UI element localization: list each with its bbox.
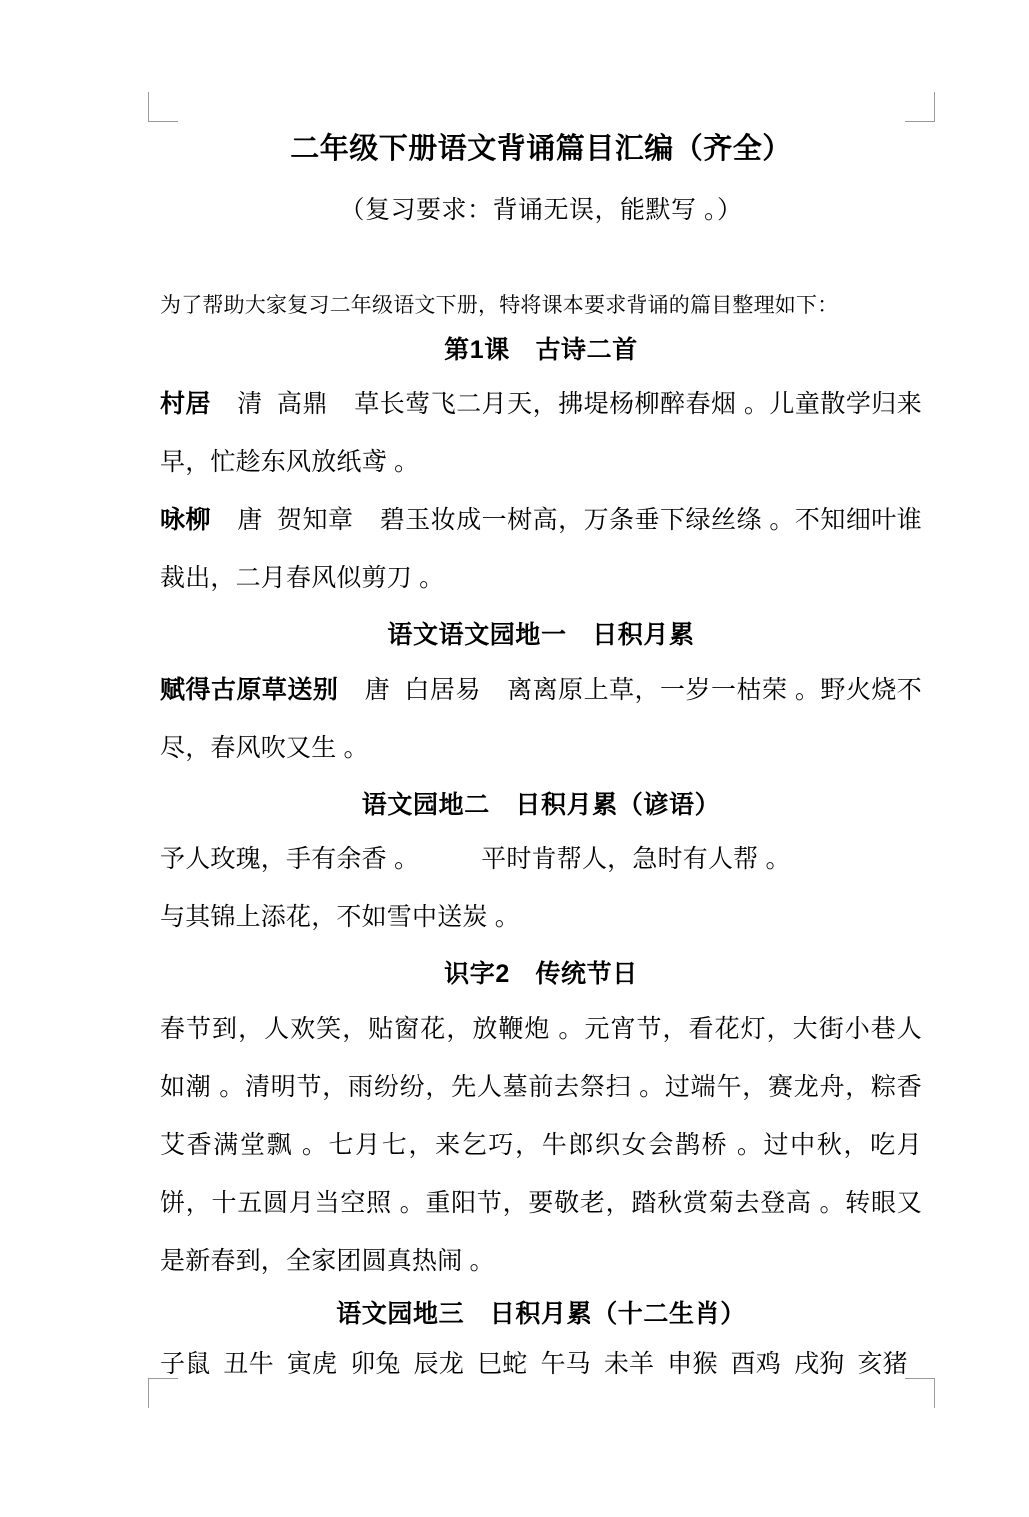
proverb-line xyxy=(160,830,922,888)
section-heading: 第1课 古诗二首 xyxy=(444,335,638,364)
section-heading: 语文园地三 日积月累（十二生肖） xyxy=(336,1299,746,1328)
poem-author: 贺知章 xyxy=(276,506,354,535)
section-heading: 语文语文园地一 日积月累 xyxy=(387,621,695,650)
section-yuwenyuandi-2 xyxy=(160,787,922,947)
section-lesson-1 xyxy=(160,332,922,608)
section-heading: 识字2 传统节日 xyxy=(444,960,638,989)
poem-dynasty: 唐 xyxy=(236,506,263,535)
document-subtitle: （复习要求：背诵无误，能默写 。） xyxy=(339,196,743,225)
poem-yongliu xyxy=(160,491,922,607)
poem-body: 碧玉妆成一树高，万条垂下绿丝绦 。不知细叶谁裁出，二月春风似剪刀 。 xyxy=(160,506,922,593)
poem-title: 赋得古原草送别 xyxy=(160,675,339,704)
zodiac-item: 寅虎 xyxy=(286,1350,338,1379)
proverb-text-left: 与其锦上添花，不如雪中送炭 。 xyxy=(160,903,520,932)
zodiac-item: 戌狗 xyxy=(794,1350,845,1379)
poem-body: 草长莺飞二月天，拂堤杨柳醉春烟 。儿童散学归来早，忙趁东风放纸鸢 。 xyxy=(160,390,922,477)
poem-dynasty: 唐 xyxy=(364,675,391,704)
zodiac-item: 申猴 xyxy=(667,1350,718,1379)
zodiac-item: 未羊 xyxy=(603,1350,655,1379)
poem-dynasty: 清 xyxy=(236,390,263,419)
intro-paragraph: 为了帮助大家复习二年级语文下册，特将课本要求背诵的篇目整理如下： xyxy=(160,294,839,318)
zodiac-item: 午马 xyxy=(540,1350,591,1379)
zodiac-item: 巳蛇 xyxy=(477,1350,528,1379)
section-yuwenyuandi-3 xyxy=(160,1296,922,1390)
section-yuwenyuandi-1 xyxy=(160,617,922,777)
section-shizi-2 xyxy=(160,956,922,1290)
zodiac-item: 子鼠 xyxy=(160,1350,211,1379)
poem-fude-guyuancao-songbie xyxy=(160,661,922,777)
zodiac-item: 卯兔 xyxy=(350,1350,401,1379)
poem-title: 咏柳 xyxy=(160,506,211,535)
proverb-line xyxy=(160,888,922,946)
poem-author: 白居易 xyxy=(404,675,481,704)
zodiac-item: 丑牛 xyxy=(223,1350,274,1379)
zodiac-list xyxy=(160,1339,922,1389)
document-title: 二年级下册语文背诵篇目汇编（齐全） xyxy=(290,133,792,165)
zodiac-item: 亥猪 xyxy=(857,1350,908,1379)
proverb-text-left: 予人玫瑰，手有余香 。 xyxy=(160,845,420,874)
proverb-text-right: 平时肯帮人，急时有人帮 。 xyxy=(481,845,791,874)
section-heading: 语文园地二 日积月累（谚语） xyxy=(361,790,721,819)
poem-title: 村居 xyxy=(160,390,211,419)
poem-cunju xyxy=(160,375,922,491)
document-text-column xyxy=(160,118,922,1389)
zodiac-item: 辰龙 xyxy=(413,1350,465,1379)
zodiac-item: 酉鸡 xyxy=(730,1350,782,1379)
poem-author: 高鼎 xyxy=(276,390,328,419)
traditional-festivals-paragraph: 春节到，人欢笑，贴窗花，放鞭炮 。元宵节，看花灯，大街小巷人如潮 。清明节，雨纷纷，先人墓前去祭扫 。过端午，赛龙舟，粽香艾香满堂飘 。七月七，来乞巧，牛郎织女会鹊桥 。过中秋，吃月饼，十五圆月当空照 。重阳节，要敬老，踏秋赏菊去登高 。转眼又是新春到，全家团圆真热闹 。 xyxy=(160,1014,922,1275)
poem-body: 离离原上草，一岁一枯荣 。野火烧不尽，春风吹又生 。 xyxy=(160,675,922,762)
